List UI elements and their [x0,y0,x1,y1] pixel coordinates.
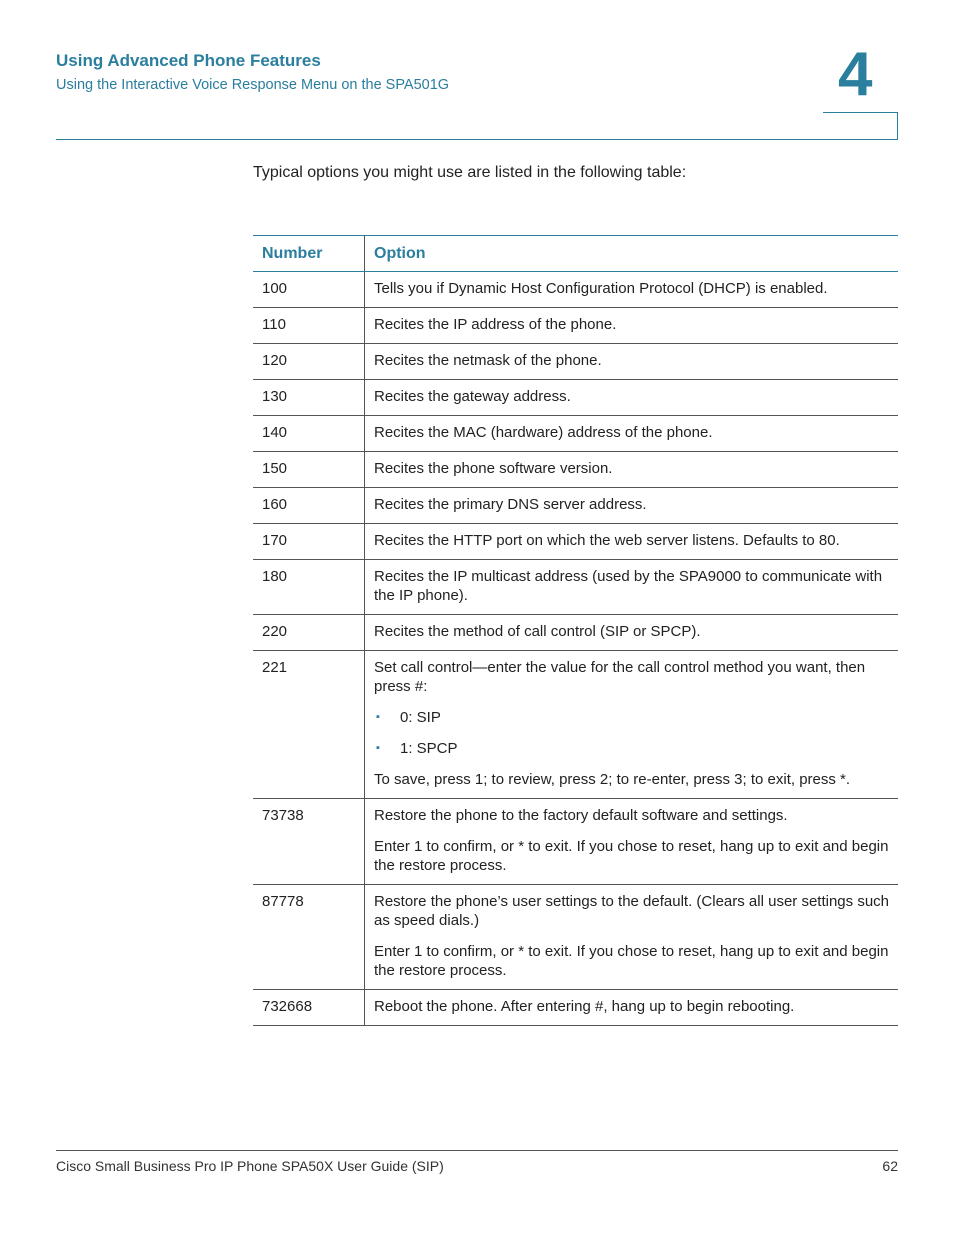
option-number: 220 [253,615,365,651]
option-number: 120 [253,344,365,380]
description-paragraph: Reboot the phone. After entering #, hang up to begin rebooting. [374,998,795,1015]
bullet-text: 1: SPCP [400,740,458,757]
description-paragraph: Restore the phone to the factory default software and settings. [374,807,788,824]
table-row [253,885,898,990]
option-description [365,524,899,560]
table-row [253,380,898,416]
description-paragraph: Restore the phone’s user settings to the default. (Clears all user settings such as speed dials.) [374,893,890,929]
footer-divider [56,1150,898,1151]
table-row [253,615,898,651]
description-paragraph: Tells you if Dynamic Host Configuration Protocol (DHCP) is enabled. [374,280,828,297]
option-number: 130 [253,380,365,416]
table-row [253,344,898,380]
option-description [365,651,899,799]
option-number: 110 [253,308,365,344]
table-row [253,524,898,560]
option-number: 100 [253,272,365,308]
footer-doc-title: Cisco Small Business Pro IP Phone SPA50X User Guide (SIP) [56,1158,444,1174]
option-number: 180 [253,560,365,615]
section-title: Using Advanced Phone Features [56,51,321,70]
option-description [365,452,899,488]
option-description [365,344,899,380]
description-paragraph: Recites the primary DNS server address. [374,496,647,513]
column-header-option: Option [365,236,899,272]
option-description [365,560,899,615]
option-number: 73738 [253,799,365,885]
option-description [365,990,899,1026]
option-description [365,885,899,990]
description-paragraph: Recites the phone software version. [374,460,613,477]
description-paragraph: Recites the method of call control (SIP or SPCP). [374,623,701,640]
option-number: 150 [253,452,365,488]
table-row [253,416,898,452]
description-paragraph: Recites the IP address of the phone. [374,316,617,333]
option-description [365,799,899,885]
option-description [365,416,899,452]
column-header-number: Number [253,236,365,272]
table-header-row [253,236,898,272]
chapter-box [823,112,898,140]
section-subtitle: Using the Interactive Voice Response Menu on the SPA501G [56,77,450,93]
option-number: 170 [253,524,365,560]
option-description [365,380,899,416]
table-row [253,488,898,524]
description-paragraph: Recites the netmask of the phone. [374,352,602,369]
description-paragraph: Set call control—enter the value for the call control method you want, then press #: [374,659,866,695]
square-bullet-icon: ▪ [376,742,380,754]
chapter-number: 4 [838,40,873,109]
table-row [253,452,898,488]
bullet-text: 0: SIP [400,709,441,726]
description-paragraph: To save, press 1; to review, press 2; to re-enter, press 3; to exit, press *. [374,771,851,788]
intro-text: Typical options you might use are listed in the following table: [253,164,687,181]
option-number: 160 [253,488,365,524]
options-table [253,235,898,1026]
option-description [365,308,899,344]
bullet-item [374,708,889,727]
description-paragraph: Recites the MAC (hardware) address of the phone. [374,424,713,441]
description-paragraph: Recites the IP multicast address (used by the SPA9000 to communicate with the IP phone). [374,568,883,604]
bullet-item [374,739,889,758]
description-paragraph: Recites the gateway address. [374,388,571,405]
option-number: 221 [253,651,365,799]
option-number: 87778 [253,885,365,990]
table-row [253,651,898,799]
option-description [365,488,899,524]
bullet-list [374,708,889,758]
option-number: 140 [253,416,365,452]
table-body [253,272,898,1026]
option-number: 732668 [253,990,365,1026]
option-description [365,615,899,651]
description-paragraph: Enter 1 to confirm, or * to exit. If you chose to reset, hang up to exit and begin the restore process. [374,838,889,874]
square-bullet-icon: ▪ [376,711,380,723]
table-row [253,560,898,615]
table-row [253,990,898,1026]
table-row [253,272,898,308]
header-divider [56,139,898,140]
option-description [365,272,899,308]
description-paragraph: Enter 1 to confirm, or * to exit. If you chose to reset, hang up to exit and begin the restore process. [374,943,889,979]
table-row [253,799,898,885]
table-row [253,308,898,344]
page-number: 62 [882,1158,898,1174]
description-paragraph: Recites the HTTP port on which the web server listens. Defaults to 80. [374,532,840,549]
